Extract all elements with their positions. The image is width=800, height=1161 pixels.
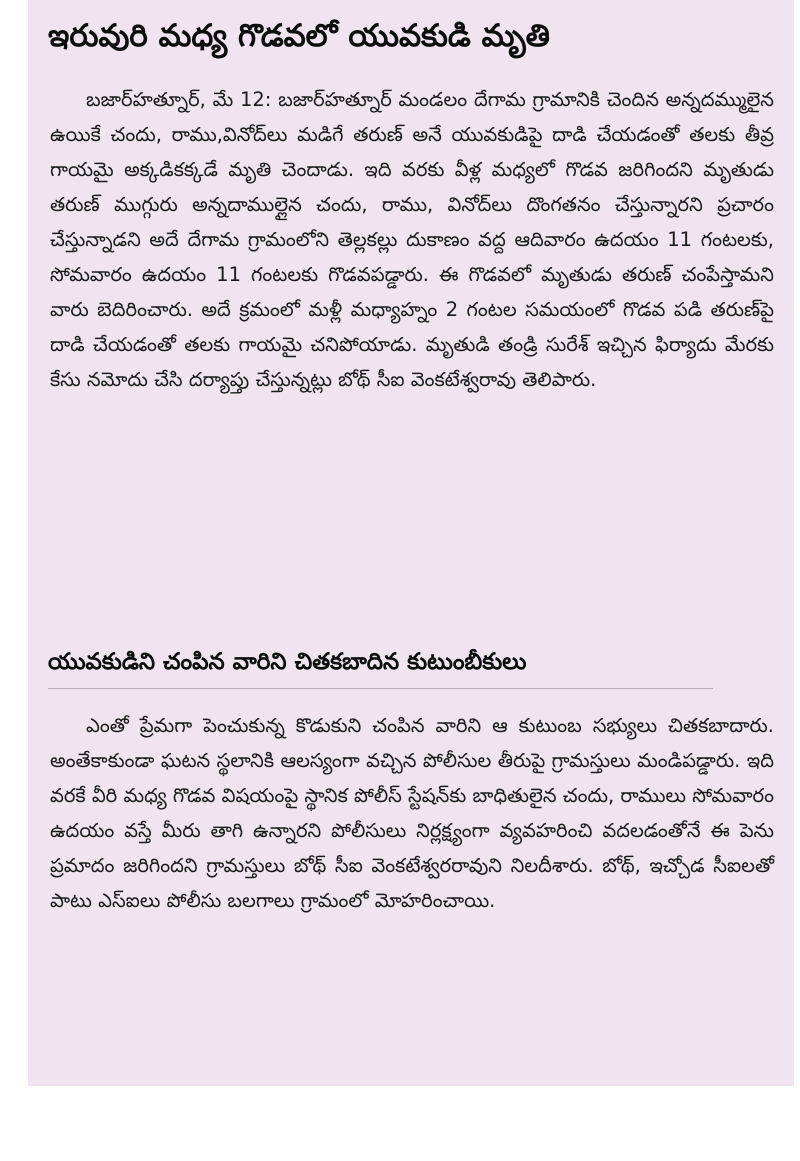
subheading: యువకుడిని చంపిన వారిని చితకబాదిన కుటుంబీకులు <box>48 649 527 675</box>
news-clipping <box>28 0 794 1086</box>
headline: ఇరువురి మధ్య గొడవలో యువకుడి మృతి <box>48 18 550 54</box>
subheading-divider <box>48 688 713 689</box>
body-paragraph-2: ఎంతో ప్రేమగా పెంచుకున్న కొడుకుని చంపిన వారిని ఆ కుటుంబ సభ్యులు చితకబాదారు. అంతేకాకుండా ఘటన స్థలానికి ఆలస్యంగా వచ్చిన పోలీసుల తీరుపై గ్రామస్తులు మండిపడ్డారు. ఇది వరకే వీరి మధ్య గొడవ విషయంపై స్థానిక పోలీస్ స్టేషన్‌కు బాధితులైన చందు, రాములు సోమవారం ఉదయం వస్తే మీరు తాగి ఉన్నారని పోలీసులు నిర్లక్ష్యంగా వ్యవహరించి వదలడంతోనే ఈ పెను ప్రమాదం జరిగిందని గ్రామస్తులు బోథ్ సీఐ వెంకటేశ్వరరావుని నిలదీశారు. బోథ్, ఇచ్చోడ సీఐలతో పాటు ఎస్ఐలు పోలీసు బలగాలు గ్రామంలో మోహరించాయి. <box>50 714 774 912</box>
body-paragraph-1: బజార్‌హత్నూర్, మే 12: బజార్‌హత్నూర్ మండలం దేగామ గ్రామానికి చెందిన అన్నదమ్ములైన ఉయికే చందు, రాము,వినోద్‌లు మడిగే తరుణ్ అనే యువకుడిపై దాడి చేయడంతో తలకు తీవ్ర గాయమై అక్కడికక్కడే మృతి చెందాడు. ఇది వరకు వీళ్ల మధ్యలో గొడవ జరిగిందని మృతుడు తరుణ్ ముగ్గురు అన్నదాముల్లైన చందు, రాము, వినోద్‌లు దొంగతనం చేస్తున్నారని ప్రచారం చేస్తున్నాడని అదే దేగామ గ్రామంలోని తెల్లకల్లు దుకాణం వద్ద ఆదివారం ఉదయం 11 గంటలకు, సోమవారం ఉదయం 11 గంటలకు గొడవపడ్డారు. ఈ గొడవలో మృతుడు తరుణ్ చంపేస్తామని వారు బెదిరించారు. అదే క్రమంలో మళ్లీ మధ్యాహ్నం 2 గంటల సమయంలో గొడవ పడి తరుణ్‌పై దాడి చేయడంతో తలకు గాయమై చనిపోయాడు. మృతుడి తండ్రి సురేశ్ ఇచ్చిన ఫిర్యాదు మేరకు కేసు నమోదు చేసి దర్యాప్తు చేస్తున్నట్లు బోథ్ సీఐ వెంకటేశ్వరావు తెలిపారు. <box>50 88 774 391</box>
